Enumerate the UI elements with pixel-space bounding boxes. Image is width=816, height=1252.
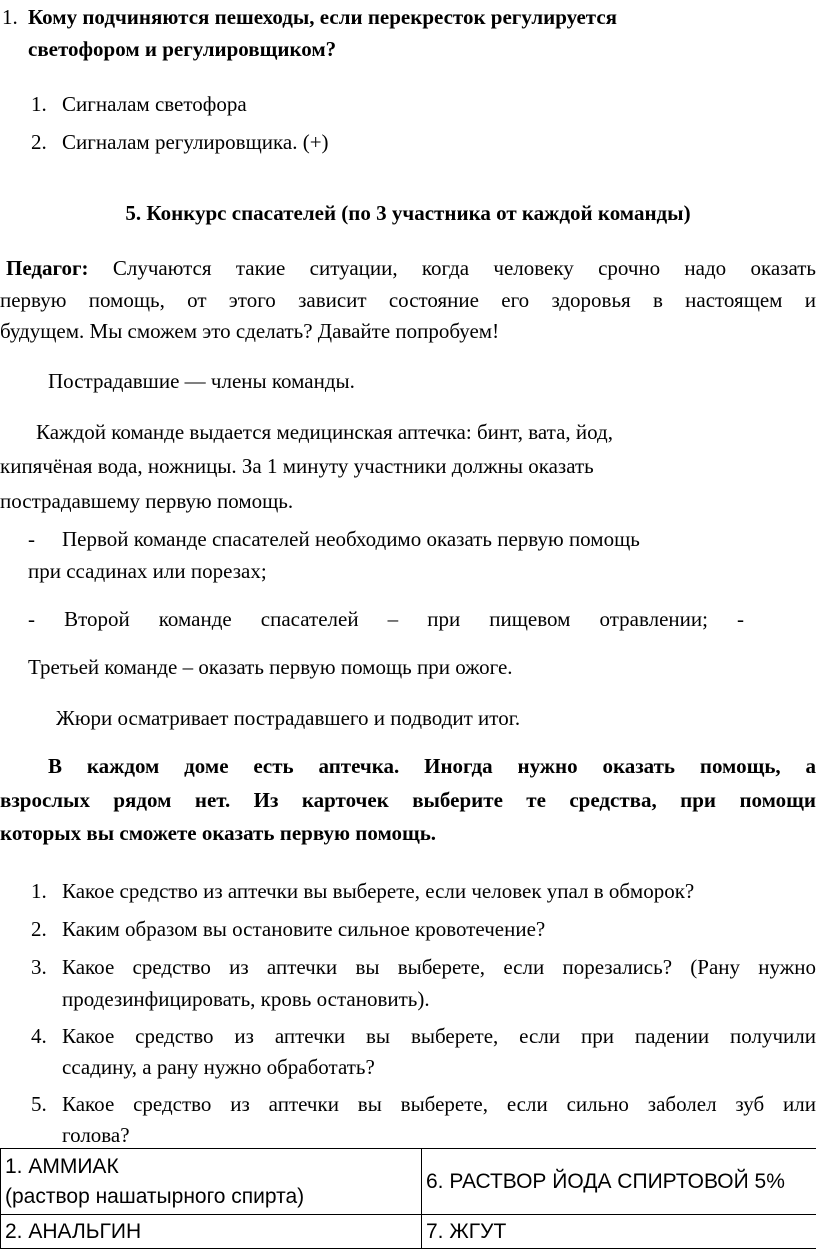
teacher-label: Педагог: — [6, 256, 89, 280]
list-item: Каким образом вы остановите сильное кровотечение? — [62, 917, 546, 941]
list-number: 5. — [31, 1092, 47, 1116]
dash-marker: - — [28, 527, 35, 551]
list-number: 3. — [31, 955, 47, 979]
section-heading: 5. Конкурс спасателей (по 3 участника от каждой команды) — [125, 201, 691, 225]
remedies-table — [0, 1148, 816, 1249]
table-cell: 6. РАСТВОР ЙОДА СПИРТОВОЙ 5% — [422, 1149, 816, 1215]
list-item: Какое средство из аптечки вы выберете, если порезались? (Рану нужно — [62, 955, 816, 979]
table-cell: 7. ЖГУТ — [422, 1215, 816, 1249]
bold-paragraph-line: взрослых рядом нет. Из карточек выберите те средства, при помощи — [0, 788, 816, 812]
bold-paragraph-line: которых вы сможете оказать первую помощь. — [0, 821, 437, 845]
paragraph: кипячёная вода, ножницы. За 1 минуту участники должны оказать — [0, 454, 594, 478]
list-item-cont: голова? — [62, 1123, 130, 1147]
task-line: при ссадинах или порезах; — [28, 559, 267, 583]
table-cell — [1, 1149, 422, 1215]
bold-paragraph-line: В каждом доме есть аптечка. Иногда нужно оказать помощь, а — [48, 754, 816, 778]
question-line: светофором и регулировщиком? — [28, 37, 337, 61]
answer-text: Сигналам светофора — [62, 92, 247, 116]
table-cell: 2. АНАЛЬГИН — [1, 1215, 422, 1249]
paragraph: пострадавшему первую помощь. — [0, 489, 294, 513]
answer-number: 1. — [31, 92, 47, 116]
cell-line: (раствор нашатырного спирта) — [5, 1184, 305, 1208]
teacher-line — [6, 253, 816, 284]
task-line: - Второй команде спасателей – при пищевом отравлении; - — [28, 607, 744, 631]
table-row — [1, 1215, 816, 1249]
cell-line: 1. АММИАК — [5, 1154, 119, 1178]
list-item-cont: ссадину, а рану нужно обработать? — [62, 1055, 375, 1079]
answer-text: Сигналам регулировщика. (+) — [62, 130, 329, 154]
teacher-text: Случаются такие ситуации, когда человеку срочно надо оказать — [112, 256, 816, 280]
question-number: 1. — [2, 5, 18, 29]
list-number: 2. — [31, 917, 47, 941]
task-line: Первой команде спасателей необходимо оказать первую помощь — [62, 527, 640, 551]
table-row — [1, 1149, 816, 1215]
list-item: Какое средство из аптечки вы выберете, если человек упал в обморок? — [62, 879, 695, 903]
task-line: Третьей команде – оказать первую помощь при ожоге. — [28, 655, 513, 679]
paragraph: Жюри осматривает пострадавшего и подводит итог. — [56, 706, 521, 730]
question-line: Кому подчиняются пешеходы, если перекресток регулируется — [28, 5, 618, 29]
list-number: 1. — [31, 879, 47, 903]
paragraph: Пострадавшие — члены команды. — [48, 369, 355, 393]
paragraph: Каждой команде выдается медицинская аптечка: бинт, вата, йод, — [36, 420, 613, 444]
list-item: Какое средство из аптечки вы выберете, если сильно заболел зуб или — [62, 1092, 816, 1116]
list-item: Какое средство из аптечки вы выберете, если при падении получили — [62, 1024, 816, 1048]
teacher-line: первую помощь, от этого зависит состояние его здоровья в настоящем и — [0, 288, 816, 312]
list-number: 4. — [31, 1024, 47, 1048]
answer-number: 2. — [31, 130, 47, 154]
list-item-cont: продезинфицировать, кровь остановить). — [62, 987, 430, 1011]
teacher-line: будущем. Мы сможем это сделать? Давайте попробуем! — [0, 319, 500, 343]
